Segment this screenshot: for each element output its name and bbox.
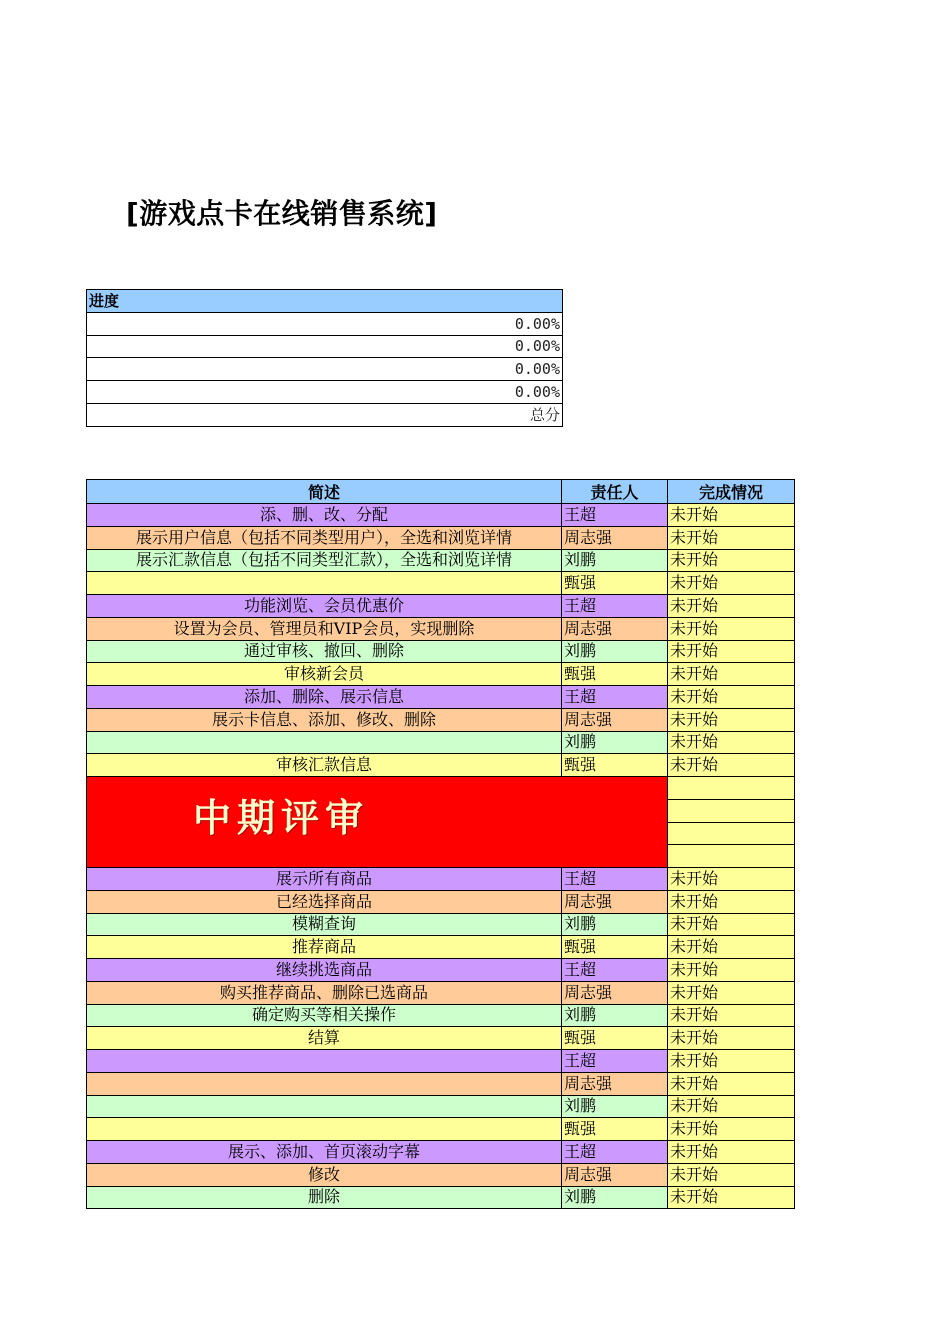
task-status: 未开始 [668,936,795,959]
table-row [87,981,795,1004]
task-description: 结算 [87,1027,562,1050]
table-row [87,1072,795,1095]
task-description [87,731,562,754]
table-row [87,754,795,777]
task-status: 未开始 [668,504,795,527]
table-row [87,913,795,936]
milestone-label: 中期评审 [193,795,370,840]
task-description: 确定购买等相关操作 [87,1004,562,1027]
table-row [87,663,795,686]
task-status: 未开始 [668,572,795,595]
table-row [87,1004,795,1027]
task-owner: 甄强 [562,663,668,686]
page-title: [游戏点卡在线销售系统] [126,197,438,230]
task-owner: 刘鹏 [562,1004,668,1027]
task-status: 未开始 [668,617,795,640]
task-description: 展示所有商品 [87,868,562,891]
task-owner: 王超 [562,1141,668,1164]
task-status: 未开始 [668,1118,795,1141]
task-status: 未开始 [668,1186,795,1209]
task-owner: 周志强 [562,617,668,640]
task-description: 修改 [87,1163,562,1186]
task-description: 购买推荐商品、删除已选商品 [87,981,562,1004]
task-owner: 王超 [562,686,668,709]
task-status: 未开始 [668,890,795,913]
task-owner: 刘鹏 [562,1186,668,1209]
table-row [87,1050,795,1073]
task-status: 未开始 [668,526,795,549]
column-header-owner: 责任人 [562,480,668,504]
task-description: 展示用户信息（包括不同类型用户），全选和浏览详情 [87,526,562,549]
task-description: 设置为会员、管理员和VIP会员，实现删除 [87,617,562,640]
task-description: 审核新会员 [87,663,562,686]
task-owner: 刘鹏 [562,1095,668,1118]
task-status: 未开始 [668,1163,795,1186]
progress-total-label: 总分 [87,403,563,426]
task-status: 未开始 [668,1141,795,1164]
milestone-banner [87,777,668,868]
task-status: 未开始 [668,640,795,663]
task-status: 未开始 [668,1072,795,1095]
task-description [87,1072,562,1095]
task-description: 展示、添加、首页滚动字幕 [87,1141,562,1164]
task-status: 未开始 [668,754,795,777]
task-owner: 周志强 [562,526,668,549]
table-row [87,959,795,982]
task-status: 未开始 [668,731,795,754]
task-description: 添、删、改、分配 [87,504,562,527]
task-owner: 甄强 [562,754,668,777]
task-owner: 周志强 [562,1163,668,1186]
task-owner: 刘鹏 [562,731,668,754]
table-row [87,1095,795,1118]
task-description: 展示汇款信息（包括不同类型汇款），全选和浏览详情 [87,549,562,572]
task-description: 审核汇款信息 [87,754,562,777]
task-status: 未开始 [668,981,795,1004]
task-description [87,1050,562,1073]
table-row [87,731,795,754]
task-owner: 甄强 [562,1118,668,1141]
task-owner: 刘鹏 [562,549,668,572]
task-owner: 周志强 [562,981,668,1004]
table-row [87,1163,795,1186]
table-row [87,868,795,891]
task-owner: 刘鹏 [562,913,668,936]
task-description: 已经选择商品 [87,890,562,913]
task-status: 未开始 [668,1027,795,1050]
progress-value: 0.00% [87,335,563,358]
milestone-status-cell [668,799,795,822]
task-description: 推荐商品 [87,936,562,959]
column-header-description: 简述 [87,480,562,504]
task-status: 未开始 [668,663,795,686]
task-description [87,1118,562,1141]
progress-table [86,289,563,427]
task-owner: 周志强 [562,708,668,731]
task-owner: 王超 [562,1050,668,1073]
table-row [87,1141,795,1164]
task-description [87,572,562,595]
table-row [87,936,795,959]
task-description [87,1095,562,1118]
task-description: 模糊查询 [87,913,562,936]
task-owner: 甄强 [562,936,668,959]
task-status: 未开始 [668,1004,795,1027]
task-status: 未开始 [668,1095,795,1118]
task-description: 删除 [87,1186,562,1209]
task-description: 通过审核、撤回、删除 [87,640,562,663]
table-row [87,890,795,913]
table-row [87,708,795,731]
table-row [87,526,795,549]
table-row [87,640,795,663]
task-description: 添加、删除、展示信息 [87,686,562,709]
milestone-status-cell [668,822,795,845]
task-status: 未开始 [668,913,795,936]
task-owner: 王超 [562,504,668,527]
table-row [87,595,795,618]
table-row [87,686,795,709]
milestone-status-cell [668,845,795,868]
table-row [87,617,795,640]
table-row [87,504,795,527]
task-status: 未开始 [668,1050,795,1073]
progress-value: 0.00% [87,312,563,335]
task-status: 未开始 [668,549,795,572]
task-owner: 刘鹏 [562,640,668,663]
task-description: 继续挑选商品 [87,959,562,982]
task-owner: 甄强 [562,1027,668,1050]
task-description: 功能浏览、会员优惠价 [87,595,562,618]
task-owner: 王超 [562,959,668,982]
task-status: 未开始 [668,686,795,709]
task-owner: 甄强 [562,572,668,595]
task-status: 未开始 [668,868,795,891]
table-row [87,549,795,572]
table-row [87,1118,795,1141]
task-status: 未开始 [668,595,795,618]
task-owner: 周志强 [562,890,668,913]
task-owner: 王超 [562,868,668,891]
task-owner: 周志强 [562,1072,668,1095]
task-table [86,479,795,1209]
task-status: 未开始 [668,959,795,982]
progress-value: 0.00% [87,358,563,381]
progress-header: 进度 [87,290,563,313]
progress-value: 0.00% [87,381,563,404]
task-owner: 王超 [562,595,668,618]
task-description: 展示卡信息、添加、修改、删除 [87,708,562,731]
milestone-status-cell [668,777,795,800]
table-row [87,1186,795,1209]
table-row [87,1027,795,1050]
table-row [87,572,795,595]
column-header-status: 完成情况 [668,480,795,504]
task-status: 未开始 [668,708,795,731]
